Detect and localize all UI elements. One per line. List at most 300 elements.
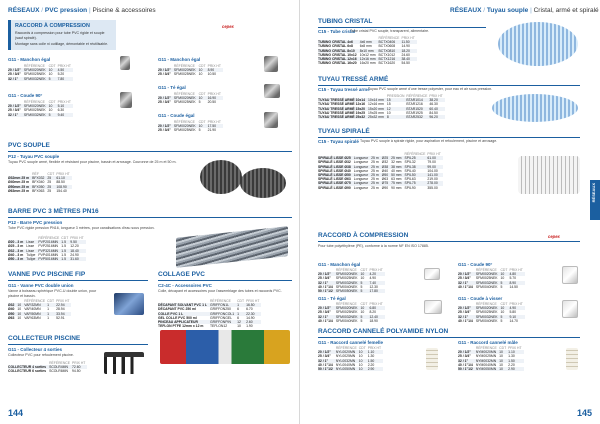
- table-cell: 1.30: [367, 354, 375, 359]
- table-cell: NYM0040MN: [475, 362, 497, 367]
- table-cell: BTAR2532: [406, 115, 429, 119]
- table-cell: 5: [360, 318, 363, 323]
- table-cell: 10: [360, 276, 365, 281]
- table-cell: SFM0032NEK: [476, 281, 501, 285]
- table-header: CDT: [47, 299, 55, 303]
- table-cell: 28.94: [56, 307, 65, 312]
- table-cell: SFM0025NEK: [173, 100, 196, 105]
- table-row: [158, 324, 261, 328]
- table-header: RÉFÉRENCE: [173, 92, 195, 96]
- table-cell: 104.00: [427, 168, 438, 173]
- table-cell: 31.60: [70, 257, 85, 261]
- table-cell: 10: [48, 108, 53, 113]
- table-cell: TUBING CRISTAL 16x20: [318, 61, 357, 66]
- table-header: PRIX HT: [429, 94, 443, 98]
- table-cell: 20 / 1/2": [158, 124, 174, 128]
- table-row: [8, 307, 71, 311]
- table-header: RÉFÉRENCE: [173, 120, 195, 124]
- right-page: [300, 0, 600, 424]
- table-cell: Ø50mm 25 m: [8, 185, 32, 189]
- table-cell: Ø25 - 3 m: [8, 244, 24, 249]
- table-cell: 15x20 mm: [368, 107, 387, 111]
- table-row: [318, 310, 385, 314]
- table-header: RÉF: [32, 172, 39, 176]
- table-cell: 5: [49, 113, 58, 117]
- fitting-photo: [120, 92, 132, 108]
- table-cell: 25 m: [371, 165, 382, 169]
- table-cell: 32 / 1": [458, 315, 476, 319]
- running-header-left: RÉSEAUX / PVC pression | Piscine & accessoires: [8, 7, 156, 14]
- table-cell: 50 / 1"1/2: [318, 289, 336, 293]
- table-cell: 25 / 3/4": [158, 72, 171, 77]
- product-desc: Tube cristal PVC souple, transparent, alimentaire.: [350, 29, 430, 33]
- table-cell: 5: [49, 77, 58, 81]
- runhead-topic: Cristal, armé et spiralé: [533, 7, 599, 14]
- table-cell: 25 / 3/4": [8, 108, 21, 113]
- table-cell: SPIRALÉ LISSE Ø75: [318, 181, 354, 185]
- table-cell: SFM0040NEK: [335, 318, 358, 323]
- runhead-topic: Piscine & accessoires: [92, 7, 156, 14]
- table-cell: Ø50: [382, 173, 391, 177]
- table-cell: SPIL63: [404, 177, 416, 182]
- table-cell: 1: [47, 312, 56, 316]
- spec-table: [8, 64, 73, 81]
- table-cell: 7.80: [58, 77, 73, 81]
- section-rule: [8, 344, 148, 345]
- table-cell: NYL0032MN: [336, 359, 359, 363]
- table-row: [318, 44, 417, 48]
- table-cell: BFX040: [32, 180, 45, 185]
- table-cell: 12x16 mm: [368, 102, 384, 107]
- table-cell: COLLECTEUR 6 sorties: [8, 369, 47, 374]
- section-rule: [318, 27, 486, 28]
- table-cell: 2.60: [246, 320, 261, 324]
- table-header: PRIX HT: [509, 268, 523, 272]
- table-header: RÉFÉRENCE: [335, 268, 357, 272]
- table-cell: Ø40mm 25 m: [8, 180, 30, 185]
- table-cell: 18.90: [369, 318, 378, 323]
- table-cell: Ø32: [8, 303, 17, 307]
- table-cell: BTAR1216: [406, 102, 423, 107]
- table-row: [8, 369, 87, 373]
- table-cell: 20 / 1/2": [458, 272, 476, 276]
- product-title: G11 - Vanne PVC double union: [8, 283, 74, 288]
- table-cell: 25 m: [371, 160, 379, 165]
- table-header: PRIX HT: [207, 120, 221, 124]
- table-header: PRIX HT: [207, 64, 221, 68]
- table-row: [318, 61, 417, 65]
- table-cell: SPIRALÉ LISSE Ø32: [318, 160, 351, 165]
- table-cell: 21.90: [207, 128, 217, 133]
- table-cell: Ø63mm 25 m: [8, 188, 30, 193]
- fitting-photo: [562, 300, 578, 318]
- table-cell: 5: [500, 315, 509, 319]
- product-title: C15 - Tube cristal: [318, 29, 356, 34]
- table-cell: 20 / 1/2": [318, 350, 336, 354]
- table-cell: TUYAU TRESSÉ ARMÉ 12x16: [318, 102, 366, 107]
- table-cell: SCOLR4MN: [49, 365, 72, 369]
- table-cell: 25 m: [371, 181, 382, 185]
- table-cell: 24.90: [70, 252, 79, 257]
- table-cell: GEL COLLE PVC 500 ml: [158, 315, 197, 320]
- glue-products-photo: [160, 330, 290, 364]
- table-cell: 61.10: [56, 176, 71, 180]
- table-cell: 1.5: [61, 249, 70, 253]
- table-cell: 32 / 1": [458, 359, 476, 363]
- product-title: G11 - Coude égal: [158, 113, 195, 118]
- table-cell: SPIL75: [404, 181, 427, 185]
- table-cell: VAFI40MN: [24, 307, 41, 312]
- section-title: BARRE PVC 3 MÈTRES PN16: [8, 208, 99, 215]
- table-cell: 40 / 1"1/4: [458, 318, 473, 323]
- section-rule: [8, 217, 292, 218]
- runhead-section: RÉSEAUX: [8, 7, 40, 14]
- table-cell: BCTX1216: [379, 57, 402, 61]
- table-cell: BCTX0608: [378, 44, 396, 49]
- compression-banner: [8, 20, 116, 50]
- product-title: G11 - Té égal: [318, 296, 346, 301]
- table-cell: 60.40: [429, 107, 444, 111]
- table-cell: BFX032: [32, 176, 47, 180]
- table-header: PRIX HT: [57, 100, 71, 104]
- table-cell: GRIFFONGEL: [209, 315, 233, 320]
- table-cell: GRIFFONCOL1: [210, 312, 237, 316]
- table-cell: 6.80: [369, 306, 384, 310]
- table-cell: 25 / 3/4": [8, 72, 21, 77]
- table-header: RÉFÉRENCE: [475, 346, 497, 350]
- table-cell: 5: [198, 100, 201, 105]
- table-cell: 1.10: [368, 350, 383, 354]
- table-cell: 10: [386, 110, 391, 115]
- valve-photo: [114, 293, 144, 315]
- table-cell: 8.90: [509, 281, 524, 285]
- table-cell: 1.50: [368, 359, 383, 363]
- table-cell: 10: [500, 276, 505, 281]
- table-row: [318, 319, 385, 323]
- table-cell: BTAR1014: [406, 98, 429, 102]
- table-cell: 25 / 3/4": [318, 354, 331, 359]
- table-header: PRIX HT: [246, 299, 260, 303]
- table-cell: 12x16 mm: [360, 57, 379, 61]
- table-cell: BCTX0810: [379, 49, 402, 53]
- table-cell: COLLE PVC 1 L: [158, 312, 210, 316]
- product-title: G11 - Manchon égal: [318, 262, 361, 267]
- table-row: [318, 289, 385, 293]
- table-cell: 25 m: [371, 185, 379, 190]
- section-title: COLLAGE PVC: [158, 271, 205, 278]
- table-header: RÉFÉRENCE: [23, 64, 45, 68]
- product-desc: Pour tube polyéthylène (PE), conforme à la norme NF EN ISO 17885.: [318, 244, 429, 248]
- table-cell: 54.50: [401, 61, 410, 66]
- table-header: PRIX HT: [509, 302, 523, 306]
- table-cell: 32 / 1": [318, 315, 336, 319]
- spec-table: [8, 172, 72, 193]
- table-cell: SFM0020NEK: [24, 68, 49, 72]
- table-cell: SPIRALÉ LISSE Ø90: [318, 185, 351, 190]
- table-cell: DÉCAPANT SOLVANT PVC 1 L: [158, 303, 210, 307]
- table-header: RÉFÉRENCE: [38, 236, 60, 240]
- table-row: [458, 310, 525, 314]
- table-row: [8, 113, 73, 117]
- table-cell: 14.90: [246, 315, 255, 320]
- table-cell: Ø63: [381, 177, 389, 182]
- table-cell: 52.91: [56, 315, 65, 320]
- table-cell: SFM0040NEK: [335, 284, 358, 289]
- table-cell: 10: [17, 303, 24, 307]
- table-cell: 355.00: [427, 185, 438, 190]
- table-cell: PINCEAU APPLICATEUR: [158, 320, 210, 324]
- table-cell: 5: [500, 284, 503, 289]
- spec-table: [158, 120, 223, 133]
- table-cell: 7.40: [369, 281, 384, 285]
- table-cell: BCTX1012: [378, 52, 396, 57]
- table-cell: 20 / 1/2": [158, 96, 174, 100]
- table-cell: 5.20: [57, 72, 65, 77]
- braided-hose-photo: [492, 94, 578, 122]
- table-cell: 5: [500, 318, 503, 323]
- barbed-fitting-photo: [426, 348, 438, 370]
- table-row: [8, 316, 71, 320]
- table-header: RÉFÉRENCE: [173, 64, 195, 68]
- table-cell: 154.40: [56, 188, 67, 193]
- table-cell: TUYAU TRESSÉ ARMÉ 10x14: [318, 98, 368, 102]
- table-cell: PVP2016MN: [38, 240, 61, 244]
- table-row: [458, 319, 525, 323]
- table-cell: 25 / 3/4": [458, 276, 471, 281]
- table-cell: 84.50: [429, 110, 438, 115]
- spec-table: [158, 299, 261, 328]
- table-cell: GRIFFONPIN: [210, 320, 237, 324]
- table-row: [318, 115, 445, 119]
- table-header: PRIX HT: [367, 346, 382, 350]
- table-cell: Ø20 - 3 m: [8, 240, 26, 244]
- table-cell: SFM0032NEK: [476, 315, 501, 319]
- table-header: RÉFÉRENCE: [378, 36, 400, 40]
- table-cell: 20 / 1/2": [8, 104, 24, 108]
- table-header: CDT: [48, 64, 56, 68]
- table-cell: 10: [358, 362, 363, 367]
- table-cell: NYM0032MN: [476, 359, 499, 363]
- table-cell: SFM0032NEK: [24, 113, 49, 117]
- spec-table: [458, 346, 524, 371]
- product-title: G11 - Manchon égal: [158, 57, 201, 62]
- table-header: CDT: [48, 100, 56, 104]
- table-cell: SFM0025NEK: [335, 310, 358, 315]
- hose-coil-photo: [200, 160, 242, 194]
- product-title: G11 - Coude à visser: [458, 296, 503, 301]
- table-cell: 10: [237, 324, 241, 329]
- section-rule: [8, 151, 292, 152]
- table-cell: SPIRALÉ LISSE Ø40: [318, 168, 351, 173]
- product-title: G11 - Coude 90°: [458, 262, 493, 267]
- table-cell: SFM0032NEK: [336, 281, 361, 285]
- table-cell: Longueur: [353, 185, 369, 190]
- table-cell: 10x14 mm: [368, 98, 387, 102]
- product-title: C2-4C - Accessoires PVC: [158, 283, 212, 288]
- table-cell: 6: [237, 307, 239, 312]
- table-header: PRESSION: [386, 94, 405, 98]
- table-header: RÉFÉRENCE: [49, 361, 70, 365]
- product-title: G11 - Raccord cannelé femelle: [318, 340, 384, 345]
- table-header: PRIX HT: [508, 346, 522, 350]
- spec-table: [318, 36, 417, 65]
- running-header-right: RÉSEAUX / Tuyau souple | Cristal, armé et spiralé: [450, 7, 599, 14]
- table-cell: SFM0020NEK: [476, 306, 501, 310]
- table-cell: SFM0025NEK: [335, 276, 358, 281]
- table-cell: 141.00: [427, 173, 442, 177]
- table-cell: 10: [499, 362, 503, 367]
- table-cell: 10: [17, 307, 22, 312]
- table-cell: 5.70: [509, 276, 517, 281]
- table-cell: BCTX0406: [379, 40, 402, 44]
- table-header: CDT: [61, 236, 69, 240]
- table-cell: 32 / 1": [318, 359, 336, 363]
- table-cell: NYM0025MN: [475, 354, 497, 359]
- spec-table: [158, 92, 223, 105]
- spec-table: [318, 152, 443, 190]
- table-cell: 46.30: [429, 102, 438, 107]
- fitting-photo: [424, 300, 442, 314]
- table-header: CDT: [237, 299, 245, 303]
- table-cell: PVP2516MN: [38, 244, 58, 249]
- table-row: [458, 367, 524, 371]
- table-cell: NYM0050MN: [476, 367, 499, 371]
- table-cell: SFM0025NEK: [173, 72, 196, 77]
- side-tab-label: RÉSEAUX: [591, 183, 596, 203]
- table-cell: 10: [49, 104, 58, 108]
- table-cell: 12.30: [369, 284, 378, 289]
- table-cell: 38 mm: [391, 165, 404, 169]
- table-cell: 18.40: [70, 249, 85, 253]
- table-cell: Ø90: [381, 185, 389, 190]
- section-title: TUBING CRISTAL: [318, 18, 373, 25]
- table-cell: 12: [237, 320, 246, 324]
- section-title: TUYAU SPIRALÉ: [318, 128, 370, 135]
- table-cell: 16.50: [246, 303, 261, 307]
- table-cell: Longueur: [353, 177, 369, 182]
- table-cell: 16x20 mm: [359, 61, 376, 66]
- table-cell: 6x8 mm: [359, 44, 372, 49]
- table-cell: 1: [237, 312, 246, 316]
- page-number: 144: [8, 408, 24, 418]
- table-cell: 20 / 1/2": [318, 272, 336, 276]
- table-cell: Ø40: [381, 168, 389, 173]
- table-cell: SPIL40: [404, 168, 416, 173]
- table-row: [8, 108, 73, 112]
- table-cell: 40 / 1"1/4: [318, 284, 333, 289]
- table-cell: 5: [360, 289, 369, 293]
- table-cell: SPIL32: [404, 160, 416, 165]
- table-cell: SFM0025NEK: [23, 108, 46, 113]
- table-cell: SFM0020NEK: [174, 68, 199, 72]
- table-cell: 4x6 mm: [360, 40, 379, 44]
- table-row: [8, 77, 73, 81]
- table-cell: 2.90: [508, 367, 523, 371]
- table-cell: 20 / 1/2": [8, 68, 24, 72]
- table-cell: 25 / 3/4": [458, 354, 471, 359]
- table-cell: Ø50: [8, 312, 17, 316]
- table-cell: 108.90: [56, 185, 71, 189]
- spec-table: [318, 94, 445, 119]
- table-cell: 1: [47, 315, 50, 320]
- table-cell: 12: [387, 107, 407, 111]
- table-cell: 10: [360, 310, 365, 315]
- product-title: G11 - Coude 90°: [8, 93, 43, 98]
- table-cell: BFX050: [32, 185, 47, 189]
- table-cell: 5.10: [58, 104, 73, 108]
- table-cell: 25: [47, 176, 56, 180]
- table-cell: TUYAU TRESSÉ ARMÉ 25x32: [318, 115, 368, 119]
- table-cell: SFM0040NEK: [475, 318, 498, 323]
- table-header: CDT: [360, 268, 368, 272]
- table-header: PRIX HT: [369, 268, 383, 272]
- table-row: [318, 367, 383, 371]
- table-cell: 25 / 3/4": [318, 276, 331, 281]
- table-cell: 25 m: [371, 168, 379, 173]
- table-row: [458, 354, 524, 358]
- table-row: [8, 72, 73, 76]
- table-row: [8, 189, 72, 193]
- table-cell: 32 / 1": [8, 77, 24, 81]
- table-cell: 8x10 mm: [360, 49, 379, 53]
- table-cell: 40 mm: [391, 168, 402, 173]
- table-cell: 10: [17, 312, 24, 316]
- table-cell: 32 mm: [391, 160, 402, 165]
- table-cell: 8.20: [369, 310, 377, 315]
- table-cell: 12.40: [369, 315, 384, 319]
- table-row: [158, 128, 223, 132]
- table-cell: 50 / 1"1/2: [458, 367, 476, 371]
- table-cell: 219.00: [427, 177, 438, 182]
- table-cell: Longueur: [353, 160, 369, 165]
- section-rule: [8, 280, 148, 281]
- table-cell: NYL0050MN: [336, 367, 359, 371]
- product-title: C15 - Tuyau tressé armé: [318, 87, 370, 92]
- table-row: [158, 307, 261, 311]
- table-header: CDT: [500, 302, 508, 306]
- table-header: PRIX HT: [57, 64, 71, 68]
- table-cell: Longueur: [354, 156, 371, 160]
- section-title: VANNE PVC PISCINE FIP: [8, 271, 86, 278]
- table-cell: GRIFFON1L: [210, 303, 237, 307]
- table-cell: SFM0040NEK: [475, 284, 498, 289]
- table-cell: VAFI32MN: [24, 303, 47, 307]
- table-cell: TUBING CRISTAL 10x12: [318, 52, 357, 57]
- table-header: PRIX HT: [70, 236, 84, 240]
- table-cell: TUBING CRISTAL 8x10: [318, 49, 360, 53]
- product-title: G11 - Raccord cannelé mâle: [458, 340, 518, 345]
- spec-table: [8, 236, 86, 261]
- table-cell: 1: [237, 303, 246, 307]
- table-cell: SFM0020NEK: [24, 104, 49, 108]
- section-rule: [158, 280, 292, 281]
- table-cell: VAFI63MN: [24, 315, 41, 320]
- table-cell: 25 mm: [391, 156, 404, 160]
- table-cell: 16.90: [208, 96, 223, 100]
- table-cell: 40 / 1"1/4: [458, 362, 473, 367]
- table-cell: 96.20: [429, 115, 444, 119]
- page-number: 145: [576, 408, 592, 418]
- table-cell: 10: [500, 310, 505, 315]
- table-cell: SFM0050NEK: [336, 289, 361, 293]
- table-cell: 63 mm: [391, 177, 402, 182]
- table-cell: SFM0020NEK: [336, 306, 361, 310]
- table-cell: 2.20: [508, 362, 515, 367]
- table-cell: 10: [499, 367, 508, 371]
- table-cell: 25x32 mm: [368, 115, 387, 119]
- table-cell: VAFI50MN: [24, 312, 47, 316]
- table-cell: 2.90: [368, 367, 383, 371]
